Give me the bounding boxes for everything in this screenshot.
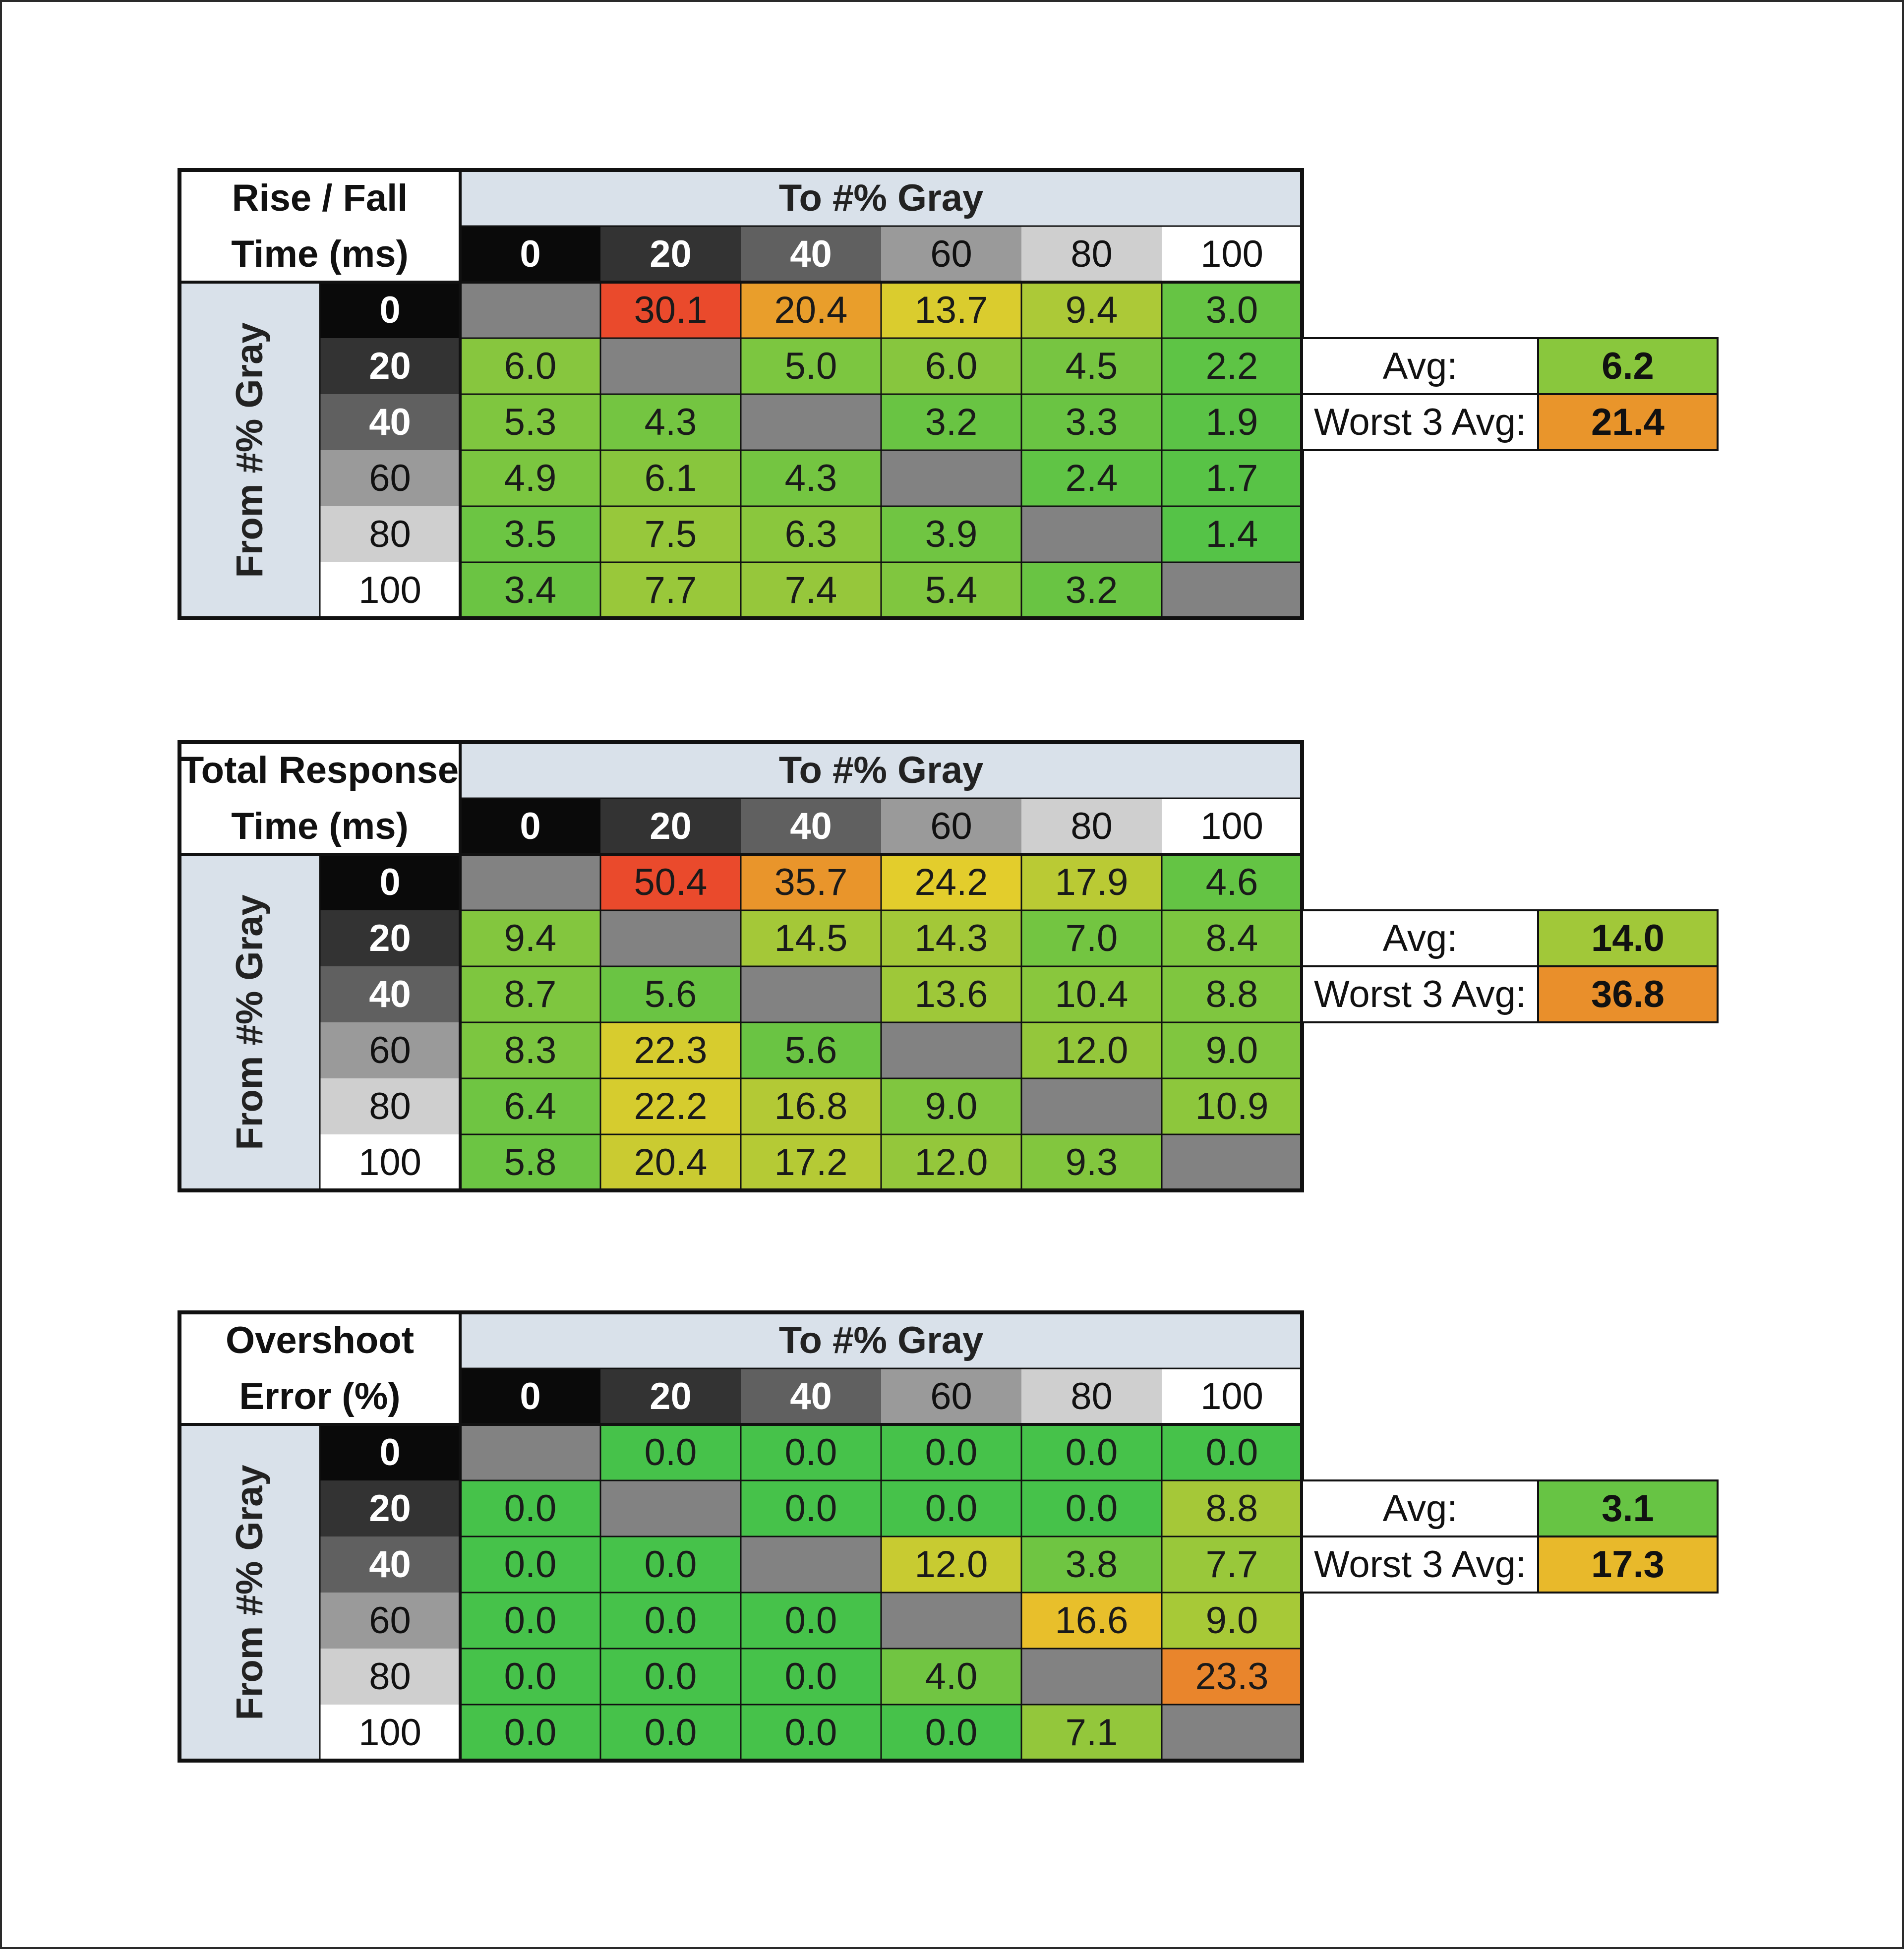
cell-value: 3.4 [504, 569, 557, 611]
row-header-label: 100 [358, 1141, 421, 1183]
cell-value: 4.3 [644, 401, 697, 443]
col-header-label: 0 [520, 1375, 541, 1417]
cell-value: 0.0 [925, 1487, 978, 1530]
x-axis-label: To #% Gray [778, 177, 984, 219]
cell-value: 10.4 [1055, 973, 1129, 1015]
row-header-label: 20 [369, 345, 411, 387]
heatmap-cell [1162, 1705, 1302, 1761]
cell-value: 0.0 [644, 1712, 697, 1754]
cell-value: 5.4 [925, 569, 978, 611]
cell-value: 8.4 [1205, 917, 1258, 959]
chart-title-line: Time (ms) [231, 805, 409, 847]
cell-value: 0.0 [504, 1599, 557, 1642]
cell-value: 3.5 [504, 513, 557, 555]
col-header-label: 20 [650, 805, 692, 847]
cell-value: 6.1 [644, 457, 697, 499]
cell-value: 3.9 [925, 513, 978, 555]
heatmap-cell [1021, 1649, 1162, 1705]
summary-value: 3.1 [1602, 1487, 1654, 1530]
cell-value: 0.0 [644, 1655, 697, 1698]
cell-value: 0.0 [784, 1712, 837, 1754]
cell-value: 2.4 [1065, 457, 1118, 499]
cell-value: 4.0 [925, 1655, 978, 1698]
col-header-label: 100 [1200, 805, 1263, 847]
cell-value: 5.8 [504, 1141, 557, 1183]
cell-value: 3.8 [1065, 1543, 1118, 1586]
cell-value: 9.3 [1065, 1141, 1118, 1183]
cell-value: 23.3 [1195, 1655, 1269, 1698]
cell-value: 5.3 [504, 401, 557, 443]
row-header-label: 100 [358, 1712, 421, 1754]
cell-value: 0.0 [784, 1655, 837, 1698]
heatmap-cell [1021, 1078, 1162, 1134]
cell-value: 0.0 [644, 1599, 697, 1642]
col-header-label: 40 [790, 1375, 832, 1417]
heatmap-cell [881, 450, 1021, 506]
x-axis-label: To #% Gray [778, 749, 984, 791]
cell-value: 8.8 [1205, 973, 1258, 1015]
cell-value: 10.9 [1195, 1085, 1269, 1127]
cell-value: 13.7 [914, 289, 988, 331]
cell-value: 6.0 [504, 345, 557, 387]
cell-value: 0.0 [784, 1487, 837, 1530]
cell-value: 1.4 [1205, 513, 1258, 555]
row-header-label: 20 [369, 1487, 411, 1530]
cell-value: 0.0 [504, 1655, 557, 1698]
col-header-label: 80 [1071, 805, 1113, 847]
cell-value: 16.8 [774, 1085, 848, 1127]
cell-value: 0.0 [925, 1712, 978, 1754]
cell-value: 9.0 [1205, 1029, 1258, 1071]
col-header-label: 0 [520, 233, 541, 275]
cell-value: 14.5 [774, 917, 848, 959]
row-header-label: 40 [369, 401, 411, 443]
heatmap-1 [179, 742, 1718, 1190]
heatmap-cell [1021, 506, 1162, 562]
cell-value: 7.7 [644, 569, 697, 611]
cell-value: 7.0 [1065, 917, 1118, 959]
row-header-label: 100 [358, 569, 421, 611]
row-header-label: 80 [369, 513, 411, 555]
cell-value: 9.0 [925, 1085, 978, 1127]
summary-label: Avg: [1382, 1487, 1458, 1530]
cell-value: 0.0 [784, 1599, 837, 1642]
cell-value: 22.2 [634, 1085, 708, 1127]
cell-value: 6.4 [504, 1085, 557, 1127]
cell-value: 0.0 [925, 1431, 978, 1474]
cell-value: 12.0 [914, 1543, 988, 1586]
summary-label: Avg: [1382, 345, 1458, 387]
cell-value: 0.0 [1065, 1487, 1118, 1530]
cell-value: 0.0 [504, 1712, 557, 1754]
row-header-label: 40 [369, 1543, 411, 1586]
summary-label: Worst 3 Avg: [1313, 1543, 1527, 1586]
row-header-label: 80 [369, 1085, 411, 1127]
cell-value: 35.7 [774, 861, 848, 903]
row-header-label: 60 [369, 1029, 411, 1071]
cell-value: 5.6 [784, 1029, 837, 1071]
row-header-label: 60 [369, 457, 411, 499]
cell-value: 0.0 [504, 1543, 557, 1586]
row-header-label: 40 [369, 973, 411, 1015]
cell-value: 20.4 [774, 289, 848, 331]
cell-value: 8.8 [1205, 1487, 1258, 1530]
chart-title-line: Total Response [180, 749, 459, 791]
chart-title-line: Time (ms) [231, 233, 409, 275]
cell-value: 13.6 [914, 973, 988, 1015]
cell-value: 5.6 [644, 973, 697, 1015]
col-header-label: 80 [1071, 1375, 1113, 1417]
cell-value: 9.4 [504, 917, 557, 959]
cell-value: 8.3 [504, 1029, 557, 1071]
cell-value: 6.0 [925, 345, 978, 387]
col-header-label: 80 [1071, 233, 1113, 275]
summary-value: 21.4 [1591, 401, 1665, 443]
cell-value: 6.3 [784, 513, 837, 555]
cell-value: 0.0 [644, 1431, 697, 1474]
cell-value: 24.2 [914, 861, 988, 903]
cell-value: 7.4 [784, 569, 837, 611]
heatmap-cell [600, 1480, 741, 1536]
cell-value: 50.4 [634, 861, 708, 903]
summary-value: 14.0 [1591, 917, 1665, 959]
cell-value: 14.3 [914, 917, 988, 959]
cell-value: 4.5 [1065, 345, 1118, 387]
chart-title-line: Error (%) [239, 1375, 401, 1417]
y-axis-label: From #% Gray [229, 894, 271, 1150]
row-header-label: 80 [369, 1655, 411, 1698]
cell-value: 7.5 [644, 513, 697, 555]
summary-label: Worst 3 Avg: [1313, 401, 1527, 443]
heatmap-cell [741, 966, 881, 1022]
summary-value: 6.2 [1602, 345, 1654, 387]
summary-label: Worst 3 Avg: [1313, 973, 1527, 1015]
cell-value: 8.7 [504, 973, 557, 1015]
heatmap-2 [179, 1312, 1718, 1761]
heatmap-cell [741, 394, 881, 450]
summary-value: 17.3 [1591, 1543, 1665, 1586]
col-header-label: 40 [790, 233, 832, 275]
heatmap-cell [460, 282, 600, 338]
col-header-label: 60 [930, 1375, 972, 1417]
chart-title-line: Overshoot [225, 1319, 415, 1361]
cell-value: 0.0 [504, 1487, 557, 1530]
cell-value: 3.0 [1205, 289, 1258, 331]
summary-label: Avg: [1382, 917, 1458, 959]
row-header-label: 20 [369, 917, 411, 959]
cell-value: 5.0 [784, 345, 837, 387]
row-header-label: 0 [379, 289, 401, 331]
col-header-label: 100 [1200, 233, 1263, 275]
cell-value: 0.0 [784, 1431, 837, 1474]
y-axis-label: From #% Gray [229, 322, 271, 578]
heatmap-cell [600, 910, 741, 966]
cell-value: 17.9 [1055, 861, 1129, 903]
cell-value: 3.2 [925, 401, 978, 443]
cell-value: 9.4 [1065, 289, 1118, 331]
col-header-label: 0 [520, 805, 541, 847]
cell-value: 30.1 [634, 289, 708, 331]
cell-value: 1.7 [1205, 457, 1258, 499]
cell-value: 3.3 [1065, 401, 1118, 443]
cell-value: 4.9 [504, 457, 557, 499]
heatmap-cell [600, 338, 741, 394]
cell-value: 12.0 [914, 1141, 988, 1183]
cell-value: 0.0 [1065, 1431, 1118, 1474]
cell-value: 22.3 [634, 1029, 708, 1071]
cell-value: 1.9 [1205, 401, 1258, 443]
heatmap-cell [460, 1424, 600, 1480]
heatmap-0 [179, 170, 1718, 618]
heatmap-cell [881, 1022, 1021, 1078]
cell-value: 12.0 [1055, 1029, 1129, 1071]
chart-title-line: Rise / Fall [232, 177, 408, 219]
col-header-label: 60 [930, 233, 972, 275]
cell-value: 2.2 [1205, 345, 1258, 387]
col-header-label: 20 [650, 1375, 692, 1417]
col-header-label: 60 [930, 805, 972, 847]
row-header-label: 60 [369, 1599, 411, 1642]
cell-value: 16.6 [1055, 1599, 1129, 1642]
col-header-label: 40 [790, 805, 832, 847]
col-header-label: 20 [650, 233, 692, 275]
cell-value: 9.0 [1205, 1599, 1258, 1642]
row-header-label: 0 [379, 861, 401, 903]
x-axis-label: To #% Gray [778, 1319, 984, 1361]
cell-value: 7.1 [1065, 1712, 1118, 1754]
summary-value: 36.8 [1591, 973, 1665, 1015]
heatmap-cell [881, 1593, 1021, 1649]
cell-value: 0.0 [644, 1543, 697, 1586]
row-header-label: 0 [379, 1431, 401, 1474]
col-header-label: 100 [1200, 1375, 1263, 1417]
cell-value: 4.6 [1205, 861, 1258, 903]
cell-value: 7.7 [1205, 1543, 1258, 1586]
cell-value: 20.4 [634, 1141, 708, 1183]
cell-value: 0.0 [1205, 1431, 1258, 1474]
cell-value: 3.2 [1065, 569, 1118, 611]
heatmap-cell [1162, 1134, 1302, 1190]
heatmap-cell [741, 1536, 881, 1593]
y-axis-label: From #% Gray [229, 1465, 271, 1720]
cell-value: 4.3 [784, 457, 837, 499]
heatmap-cell [1162, 562, 1302, 618]
heatmap-cell [460, 854, 600, 910]
cell-value: 17.2 [774, 1141, 848, 1183]
